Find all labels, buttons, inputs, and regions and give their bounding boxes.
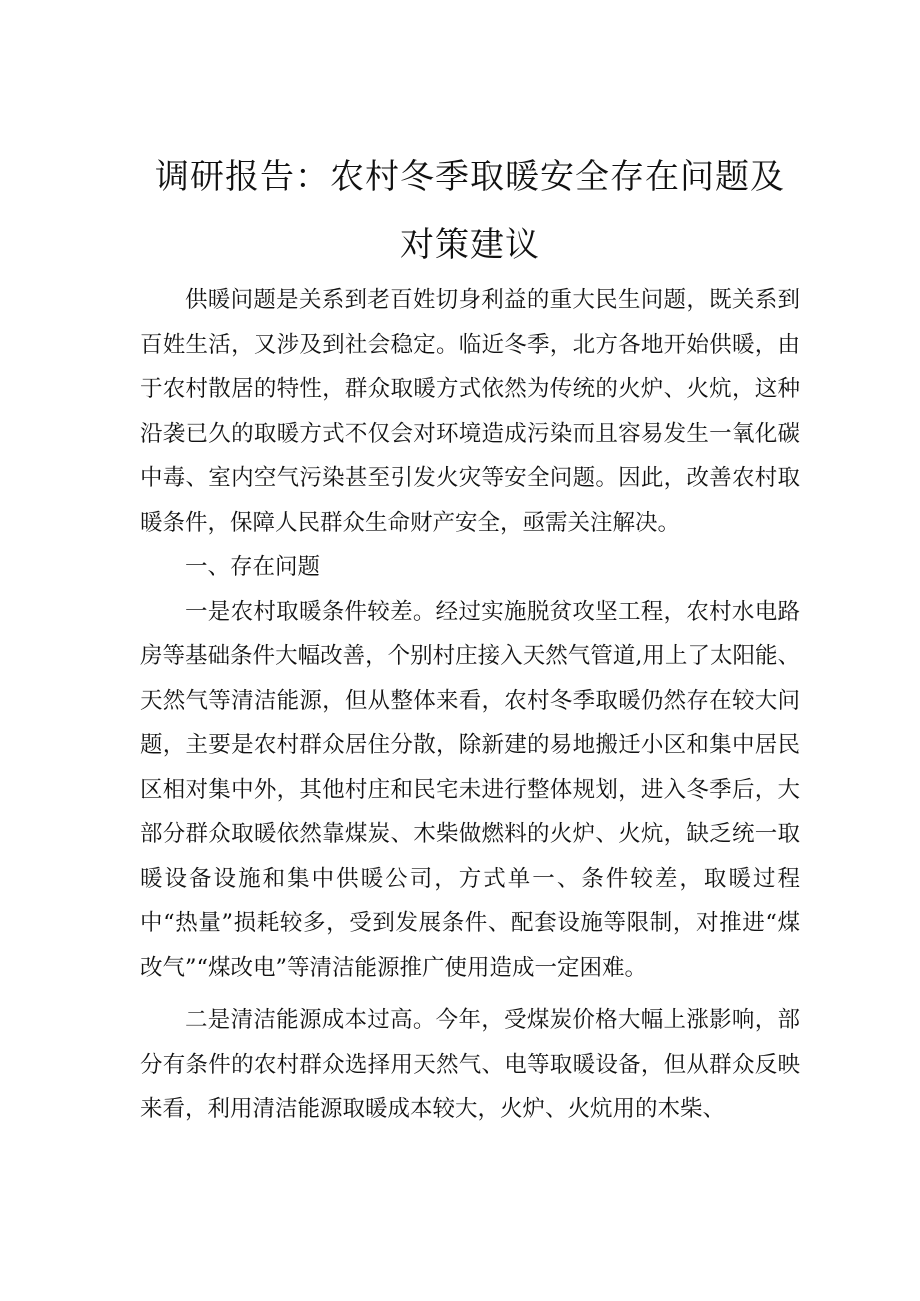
- problem-point-2: 二是清洁能源成本过高。今年，受煤炭价格大幅上涨影响，部分有条件的农村群众选择用天然气、电等取暖设备，但从群众反映来看，利用清洁能源取暖成本较大，火炉、火炕用的木柴、: [140, 1007, 800, 1122]
- document-body: [140, 278, 800, 1132]
- problem-point-1: 一是农村取暖条件较差。经过实施脱贫攻坚工程，农村水电路房等基础条件大幅改善，个别村庄接入天然气管道,用上了太阳能、天然气等清洁能源，但从整体来看，农村冬季取暖仍然存在较大问题，主要是农村群众居住分散，除新建的易地搬迁小区和集中居民区相对集中外，其他村庄和民宅未进行整体规划，进入冬季后，大部分群众取暖依然靠煤炭、木柴做燃料的火炉、火炕，缺乏统一取暖设备设施和集中供暖公司，方式单一、条件较差，取暖过程中“热量”损耗较多，受到发展条件、配套设施等限制，对推进“煤改气”“煤改电”等清洁能源推广使用造成一定困难。: [140, 598, 800, 981]
- document-title-line-1: 调研报告：农村冬季取暖安全存在问题及: [155, 157, 785, 197]
- intro-paragraph: 供暖问题是关系到老百姓切身利益的重大民生问题，既关系到百姓生活，又涉及到社会稳定。临近冬季，北方各地开始供暖，由于农村散居的特性，群众取暖方式依然为传统的火炉、火炕，这种沿袭已久的取暖方式不仅会对环境造成污染而且容易发生一氧化碳中毒、室内空气污染甚至引发火灾等安全问题。因此，改善农村取暖条件，保障人民群众生命财产安全，亟需关注解决。: [140, 287, 800, 536]
- section-heading-problems: 一、存在问题: [185, 554, 321, 580]
- document-title-line-2: 对策建议: [400, 225, 540, 265]
